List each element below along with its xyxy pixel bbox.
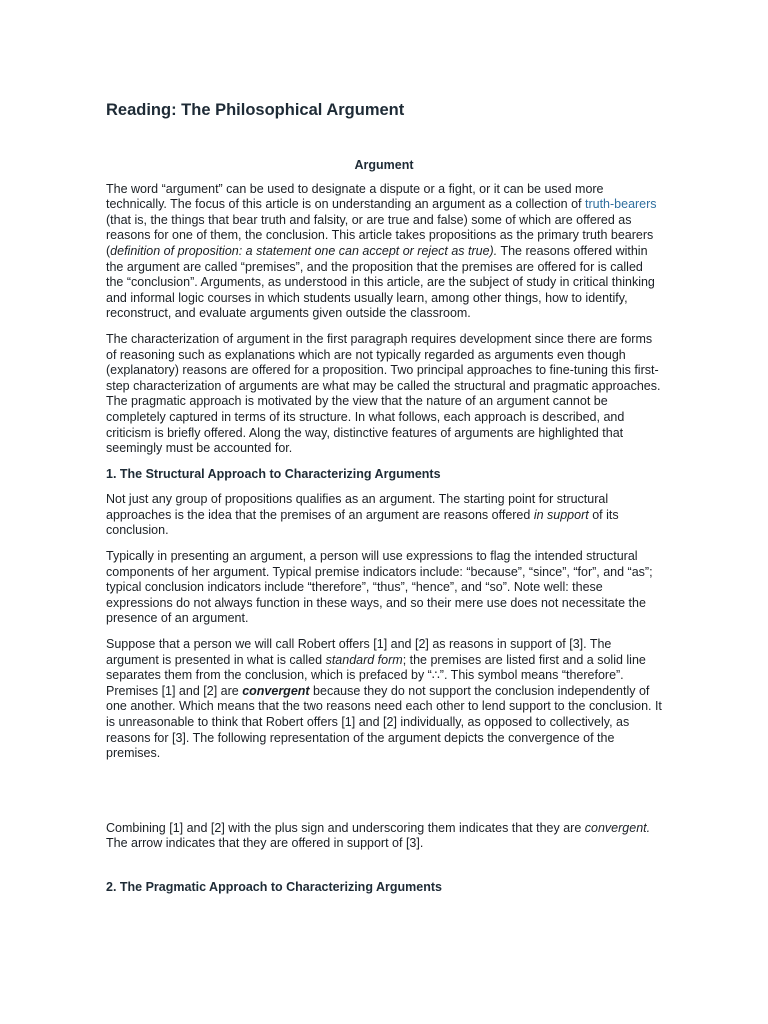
spacer <box>106 862 662 880</box>
section-heading: Argument <box>354 158 414 172</box>
text-span: (that is, the things that bear truth and falsity, or are true and false) some of which are offered as reasons for one of them, the conclusion. This article takes propositions as the primary truth bearers ( <box>106 212 654 258</box>
heading-pragmatic-approach: 2. The Pragmatic Approach to Characterizing Arguments <box>106 879 442 894</box>
page-title: Reading: The Philosophical Argument <box>106 101 405 119</box>
truth-bearers-link[interactable]: truth-bearers <box>584 197 657 212</box>
emphasis-text: standard form <box>325 652 403 667</box>
document-page <box>106 98 662 906</box>
emphasis-text: in support <box>533 507 589 522</box>
paragraph-combining <box>106 821 662 852</box>
paragraph-intro <box>106 182 662 322</box>
paragraph-characterization: The characterization of argument in the first paragraph requires development since there are forms of reasoning such as explanations which are not typically regarded as arguments even though (explanatory) reasons are offered for a proposition. Two principal approaches to fine-tuning this first-step characterization of arguments are what may be called the structural and pragmatic approaches. The pragmatic approach is motivated by the view that the nature of an argument cannot be completely captured in terms of its structure. In what follows, each approach is described, and criticism is briefly offered. Along the way, distinctive features of arguments are highlighted that seemingly must be accounted for. <box>106 331 661 456</box>
paragraph-structural <box>106 492 662 539</box>
emphasis-text: convergent. <box>584 820 651 835</box>
heading-structural-approach: 1. The Structural Approach to Characterizing Arguments <box>106 466 441 481</box>
text-span: ; the premises are listed first and a solid line separates them from the conclusion, which is prefaced by “∴”. This symbol means “therefore”. Premises [1] and [2] are <box>106 652 646 698</box>
text-span: of its conclusion. <box>106 507 619 538</box>
text-span: because they do not support the conclusion independently of one another. Which means that the two reasons need each other to lend support to the conclusion. It is unreasonable to think that Robert offers [1] and [2] individually, as opposed to collectively, as reasons for [3]. The following representation of the argument depicts the convergence of the premises. <box>106 683 662 761</box>
text-span: The reasons offered within the argument are called “premises”, and the proposition that the premises are offered for is called the “conclusion”. Arguments, as understood in this article, are the subject of study in critical thinking and informal logic courses in which students usually learn, among other things, how to identify, reconstruct, and evaluate arguments given outside the classroom. <box>106 243 655 321</box>
definition-text: definition of proposition: a statement one can accept or reject as true). <box>110 243 498 258</box>
text-span: Not just any group of propositions qualifies as an argument. The starting point for structural approaches is the idea that the premises of an argument are reasons offered <box>106 492 609 522</box>
text-span: The arrow indicates that they are offered in support of [3]. <box>106 836 424 851</box>
text-span: Combining [1] and [2] with the plus sign and underscoring them indicates that they are <box>106 820 585 835</box>
paragraph-robert <box>106 637 662 762</box>
text-span: Suppose that a person we will call Robert offers [1] and [2] as reasons in support of [3]. The argument is presented in what is called <box>106 637 612 667</box>
strong-emphasis-text: convergent <box>242 683 310 698</box>
paragraph-indicators: Typically in presenting an argument, a person will use expressions to flag the intended structural components of her argument. Typical premise indicators include: “because”, “since”, “for”, and “as”; typical conclusion indicators include “therefore”, “thus”, “hence”, and “so”. Note well: these expressions do not always function in these ways, and so their mere use does not necessitate the presence of an argument. <box>106 549 653 626</box>
figure-placeholder <box>106 772 662 821</box>
text-span: The word “argument” can be used to designate a dispute or a fight, or it can be used more technically. The focus of this article is on understanding an argument as a collection of <box>106 181 604 212</box>
